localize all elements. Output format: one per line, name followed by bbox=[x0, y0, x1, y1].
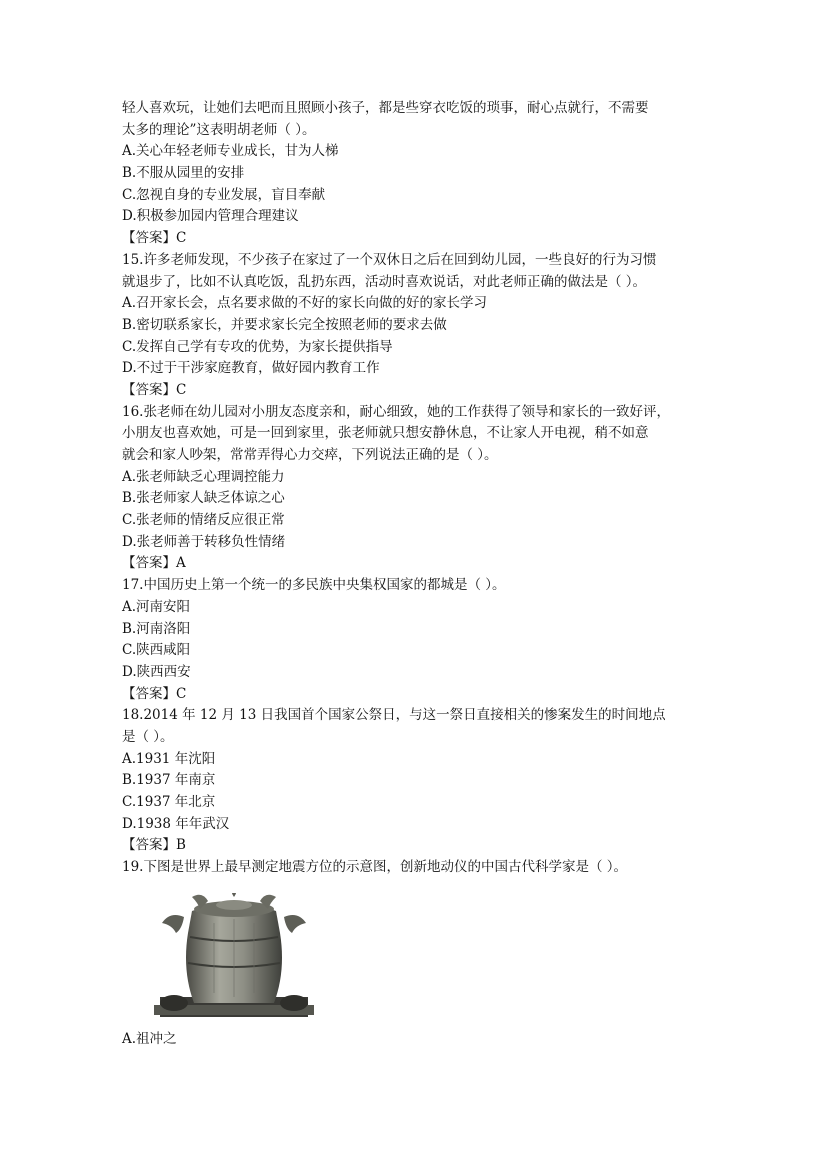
text-line: 【答案】C bbox=[122, 230, 187, 247]
text-line: A.河南安阳 bbox=[122, 598, 191, 615]
text-line: B.1937 年南京 bbox=[122, 772, 216, 789]
question-block bbox=[122, 1029, 722, 1051]
text-line: 【答案】B bbox=[122, 837, 186, 854]
seismograph-image bbox=[154, 893, 314, 1019]
text-line: A.张老师缺乏心理调控能力 bbox=[122, 468, 285, 485]
text-line: 【答案】C bbox=[122, 381, 187, 398]
text-line: D.张老师善于转移负性情绪 bbox=[122, 533, 286, 550]
document-page bbox=[122, 98, 722, 1050]
text-line: D.陕西西安 bbox=[122, 663, 191, 680]
text-line: 17.中国历史上第一个统一的多民族中央集权国家的都城是（ ）。 bbox=[122, 577, 506, 594]
text-line: 16.张老师在幼儿园对小朋友态度亲和，耐心细致，她的工作获得了领导和家长的一致好评， bbox=[122, 403, 670, 420]
text-line: 18.2014 年 12 月 13 日我国首个国家公祭日，与这一祭日直接相关的惨案发生的时间地点 bbox=[122, 707, 666, 724]
text-line: B.不服从园里的安排 bbox=[122, 165, 245, 182]
text-line: B.密切联系家长，并要求家长完全按照老师的要求去做 bbox=[122, 316, 447, 333]
text-line: B.张老师家人缺乏体谅之心 bbox=[122, 490, 285, 507]
text-line: A.关心年轻老师专业成长，甘为人梯 bbox=[122, 143, 339, 160]
text-line: D.1938 年年武汉 bbox=[122, 815, 230, 832]
text-line: 是（ ）。 bbox=[122, 728, 174, 745]
question-block bbox=[122, 98, 722, 879]
text-line: 【答案】A bbox=[122, 555, 186, 572]
text-line: 就会和家人吵架，常常弄得心力交瘁，下列说法正确的是（ ）。 bbox=[122, 447, 498, 463]
text-line: 轻人喜欢玩，让她们去吧而且照顾小孩子，都是些穿衣吃饭的琐事，耐心点就行，不需要 bbox=[122, 100, 649, 116]
text-line: 15.许多老师发现，不少孩子在家过了一个双休日之后在回到幼儿园，一些良好的行为习惯 bbox=[122, 251, 657, 268]
text-line: C.发挥自己学有专攻的优势，为家长提供指导 bbox=[122, 338, 393, 355]
text-line: 【答案】C bbox=[122, 685, 187, 702]
text-line: C.张老师的情绪反应很正常 bbox=[122, 512, 285, 529]
text-line: B.河南洛阳 bbox=[122, 620, 191, 637]
text-line: C.忽视自身的专业发展，盲目奉献 bbox=[122, 186, 326, 203]
text-line: A.召开家长会，点名要求做的不好的家长向做的好的家长学习 bbox=[122, 295, 488, 312]
text-line: 就退步了，比如不认真吃饭，乱扔东西，活动时喜欢说话，对此老师正确的做法是（ ）。 bbox=[122, 273, 647, 290]
text-line: D.积极参加园内管理合理建议 bbox=[122, 208, 299, 225]
text-line: 小朋友也喜欢她，可是一回到家里，张老师就只想安静休息，不让家人开电视，稍不如意 bbox=[122, 425, 649, 442]
text-line: C.1937 年北京 bbox=[122, 794, 216, 810]
text-line: 太多的理论”这表明胡老师（ ）。 bbox=[122, 121, 316, 138]
text-line: A.1931 年沈阳 bbox=[122, 750, 216, 767]
text-line: 19.下图是世界上最早测定地震方位的示意图，创新地动仪的中国古代科学家是（ ）。 bbox=[122, 859, 628, 876]
text-line: C.陕西咸阳 bbox=[122, 642, 191, 659]
text-line: D.不过于干涉家庭教育，做好园内教育工作 bbox=[122, 360, 380, 377]
text-line: A.祖冲之 bbox=[122, 1030, 177, 1047]
seismograph-figure bbox=[154, 893, 314, 1019]
